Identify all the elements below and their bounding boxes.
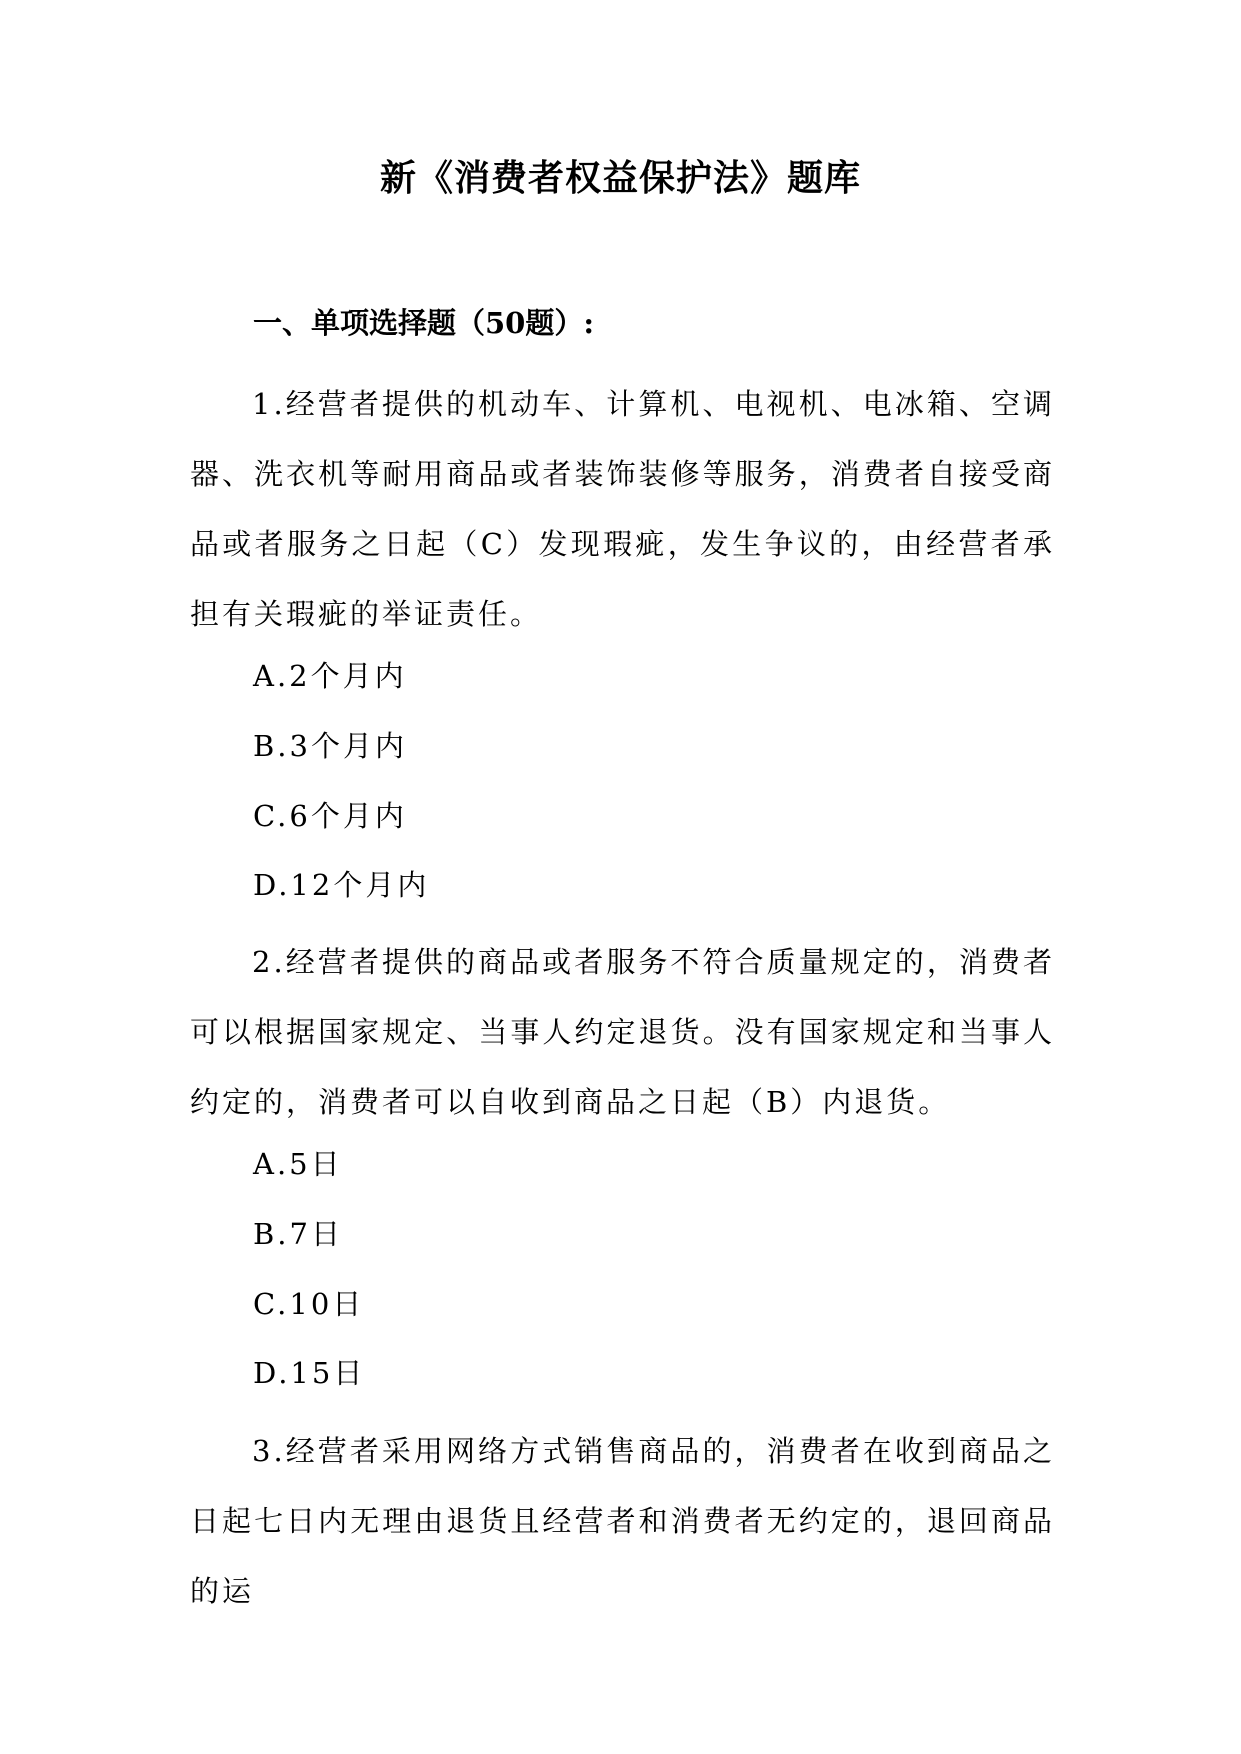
- section-heading: 一、单项选择题（50题）:: [253, 306, 595, 340]
- document-title: 新《消费者权益保护法》题库: [379, 157, 861, 199]
- question-3-text: 3.经营者采用网络方式销售商品的，消费者在收到商品之日起七日内无理由退货且经营者和消费者无约定的，退回商品的运: [190, 1434, 1055, 1608]
- question-2-option-a: A.5日: [253, 1147, 343, 1181]
- question-2-text: 2.经营者提供的商品或者服务不符合质量规定的，消费者可以根据国家规定、当事人约定退货。没有国家规定和当事人约定的，消费者可以自收到商品之日起（B）内退货。: [190, 945, 1055, 1119]
- question-1-option-d: D.12个月内: [253, 868, 430, 902]
- question-1-option-c: C.6个月内: [253, 799, 407, 833]
- question-1-text: 1.经营者提供的机动车、计算机、电视机、电冰箱、空调器、洗衣机等耐用商品或者装饰装修等服务，消费者自接受商品或者服务之日起（C）发现瑕疵，发生争议的，由经营者承担有关瑕疵的举证责任。: [190, 387, 1055, 631]
- question-2-option-b: B.7日: [253, 1217, 343, 1251]
- question-2-option-c: C.10日: [253, 1287, 365, 1321]
- question-2-option-d: D.15日: [253, 1356, 366, 1390]
- question-1-option-b: B.3个月内: [253, 729, 407, 763]
- question-1-option-a: A.2个月内: [253, 659, 407, 693]
